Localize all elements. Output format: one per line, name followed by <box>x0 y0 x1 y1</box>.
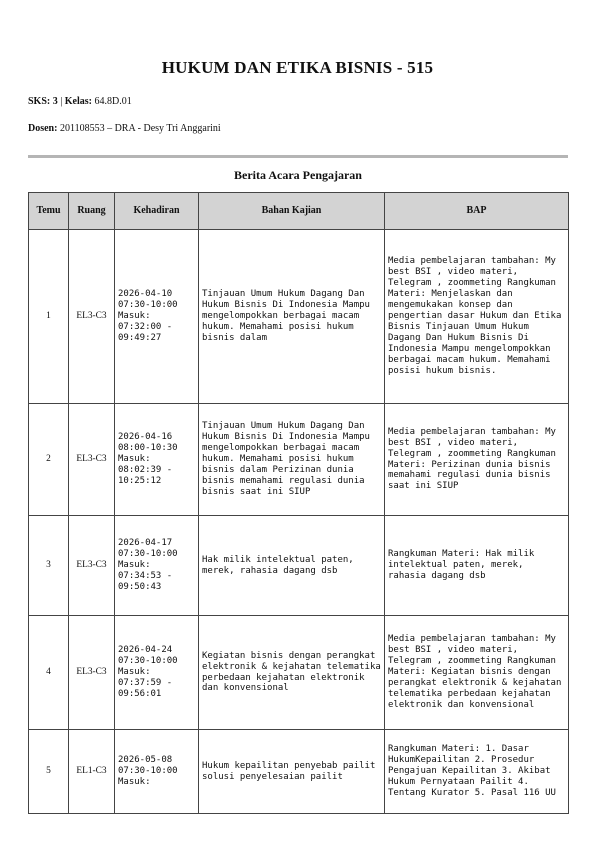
ruang-cell: EL3-C3 <box>69 230 115 404</box>
kehadiran-cell <box>115 616 199 730</box>
sks-label: SKS: <box>28 96 51 107</box>
bahan-kajian-cell: Hak milik intelektual paten, merek, rahasia dagang dsb <box>199 516 385 616</box>
kehadiran-text: 2026-04-24 07:30-10:00 Masuk: 07:37:59 - 09:56:01 <box>118 645 178 699</box>
sks-value: 3 <box>52 96 58 107</box>
temu-cell: 2 <box>29 404 69 516</box>
divider <box>28 155 568 158</box>
course-meta-line: SKS: 3 | Kelas: 64.8D.01 <box>28 96 132 107</box>
lecturer-line <box>28 123 221 134</box>
table-row <box>29 230 569 404</box>
table-row <box>29 516 569 616</box>
temu-cell: 5 <box>29 730 69 814</box>
column-header-temu: Temu <box>29 193 69 230</box>
temu-cell: 4 <box>29 616 69 730</box>
column-header-bahan-kajian: Bahan Kajian <box>199 193 385 230</box>
dosen-label: Dosen: <box>28 123 58 134</box>
bahan-kajian-cell: Tinjauan Umum Hukum Dagang Dan Hukum Bisnis Di Indonesia Mampu mengelompokkan berbagai macam hukum. Memahami posisi hukum bisnis dalam Perizinan dunia bisnis memahami regulasi dunia bisnis saat ini SIUP <box>199 404 385 516</box>
kehadiran-text: 2026-04-10 07:30-10:00 Masuk: 07:32:00 - 09:49:27 <box>118 289 178 343</box>
column-header-ruang: Ruang <box>69 193 115 230</box>
bap-cell: Media pembelajaran tambahan: My best BSI , video materi, Telegram , zoommeting Rangkuman Materi: Kegiatan bisnis dengan perangkat elektronik & kejahatan telematika perbedaan kejahatan elektronik dan konvensional <box>385 616 569 730</box>
kehadiran-text: 2026-04-17 07:30-10:00 Masuk: 07:34:53 - 09:50:43 <box>118 538 178 592</box>
ruang-cell: EL1-C3 <box>69 730 115 814</box>
ruang-cell: EL3-C3 <box>69 516 115 616</box>
column-header-bap: BAP <box>385 193 569 230</box>
ruang-cell: EL3-C3 <box>69 404 115 516</box>
temu-cell: 3 <box>29 516 69 616</box>
bap-table <box>28 192 569 814</box>
kehadiran-cell <box>115 230 199 404</box>
temu-cell: 1 <box>29 230 69 404</box>
table-header-row <box>29 193 569 230</box>
dosen-value: 201108553 – DRA - Desy Tri Anggarini <box>59 123 221 134</box>
section-caption: Berita Acara Pengajaran <box>234 168 362 182</box>
bahan-kajian-cell: Hukum kepailitan penyebab pailit solusi penyelesaian pailit <box>199 730 385 814</box>
bap-cell: Rangkuman Materi: Hak milik intelektual paten, merek, rahasia dagang dsb <box>385 516 569 616</box>
bap-cell: Media pembelajaran tambahan: My best BSI , video materi, Telegram , zoommeting Rangkuman Materi: Perizinan dunia bisnis memahami regulasi dunia bisnis saat ini SIUP <box>385 404 569 516</box>
kehadiran-cell <box>115 404 199 516</box>
bahan-kajian-cell: Tinjauan Umum Hukum Dagang Dan Hukum Bisnis Di Indonesia Mampu mengelompokkan berbagai macam hukum. Memahami posisi hukum bisnis dalam <box>199 230 385 404</box>
bahan-kajian-cell: Kegiatan bisnis dengan perangkat elektronik & kejahatan telematika perbedaan kejahatan elektronik dan konvensional <box>199 616 385 730</box>
kehadiran-text: 2026-05-08 07:30-10:00 Masuk: <box>118 755 178 787</box>
column-header-kehadiran: Kehadiran <box>115 193 199 230</box>
kehadiran-text: 2026-04-16 08:00-10:30 Masuk: 08:02:39 - 10:25:12 <box>118 432 178 486</box>
kehadiran-cell <box>115 516 199 616</box>
kelas-label: Kelas: <box>64 96 92 107</box>
table-row <box>29 404 569 516</box>
bap-cell: Media pembelajaran tambahan: My best BSI , video materi, Telegram , zoommeting Rangkuman Materi: Menjelaskan dan mengemukakan konsep dan pengertian dasar Hukum dan Etika Bisnis Tinjauan Umum Hukum Dagang Dan Hukum Bisnis Di Indonesia Mampu mengelompokkan berbagai macam hukum. Memahami posisi hukum bisnis. <box>385 230 569 404</box>
bap-cell: Rangkuman Materi: 1. Dasar HukumKepailitan 2. Prosedur Pengajuan Kepailitan 3. Akibat Hukum Pernyataan Pailit 4. Tentang Kurator 5. Pasal 116 UU <box>385 730 569 814</box>
ruang-cell: EL3-C3 <box>69 616 115 730</box>
table-row <box>29 616 569 730</box>
table-row <box>29 730 569 814</box>
kehadiran-cell <box>115 730 199 814</box>
page-title: HUKUM DAN ETIKA BISNIS - 515 <box>161 58 434 77</box>
kelas-value: 64.8D.01 <box>94 96 132 107</box>
